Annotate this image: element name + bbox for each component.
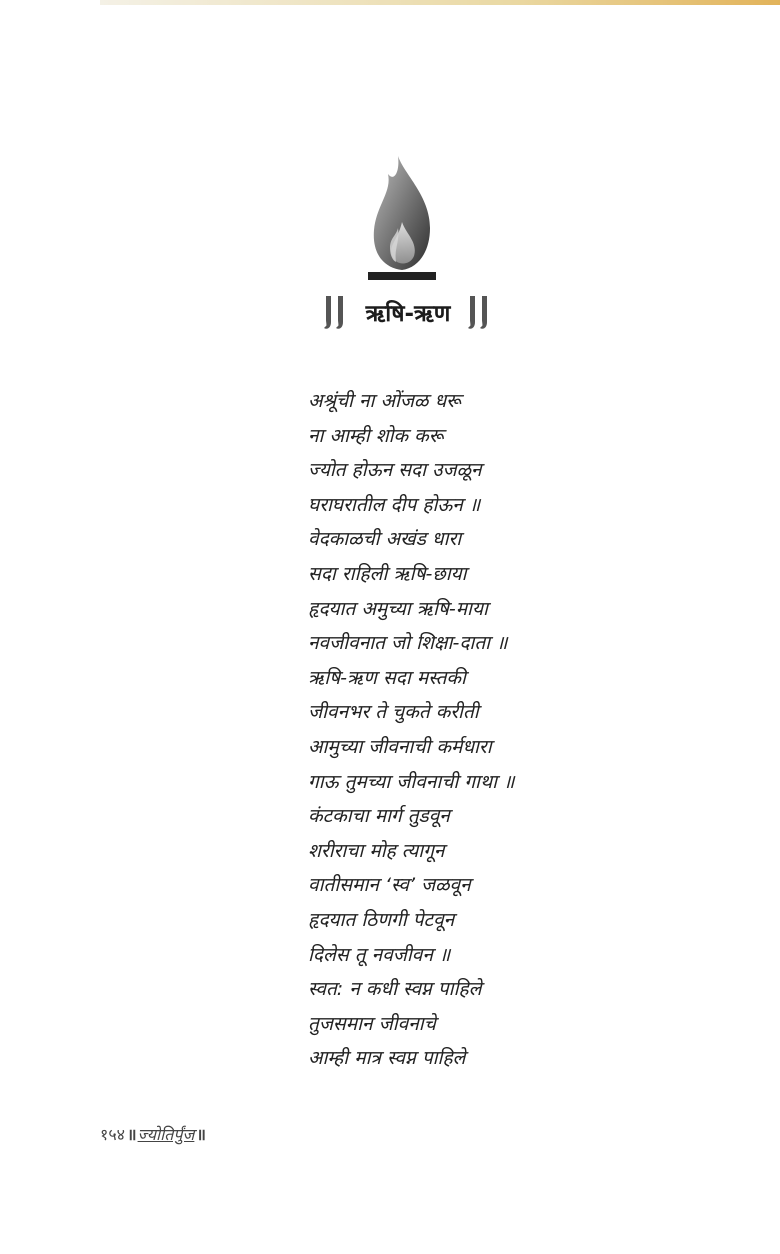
page-number: १५४: [100, 1125, 125, 1144]
flame-lamp-icon: [368, 152, 436, 284]
poem-line: गाऊ तुमच्या जीवनाची गाथा ॥: [308, 770, 515, 793]
poem-line: सदा राहिली ऋषि-छाया: [308, 562, 467, 585]
poem-line: अश्रूंची ना ओंजळ धरू: [308, 390, 461, 412]
poem-line: तुजसमान जीवनाचे: [308, 1012, 436, 1035]
poem-line: कंटकाचा मार्ग तुडवून: [308, 805, 450, 828]
footer-mark: ॥: [126, 1125, 136, 1144]
poem-line: घराघरातील दीप होऊन ॥: [308, 493, 481, 516]
poem-line: वेदकाळची अखंड धारा: [308, 528, 462, 551]
poem-line: दिलेस तू नवजीवन ॥: [308, 943, 451, 966]
title-row: [308, 288, 508, 336]
double-bar-ornament-icon: [320, 292, 352, 332]
poem-line: नवजीवनात जो शिक्षा-दाता ॥: [308, 632, 508, 655]
poem-line: हृदयात अमुच्या ऋषि-माया: [308, 597, 488, 620]
poem-line: जीवनभर ते चुकते करीती: [308, 701, 479, 724]
footer-mark: ॥: [196, 1125, 205, 1144]
double-bar-ornament-icon: [464, 292, 496, 332]
poem-line: ना आम्ही शोक करू: [308, 424, 444, 447]
poem-line: आम्ही मात्र स्वप्न पाहिले: [308, 1047, 466, 1070]
poem-line: ऋषि-ऋण सदा मस्तकी: [308, 666, 466, 689]
poem-body: [308, 384, 768, 1076]
poem-line: शरीराचा मोह त्यागून: [308, 839, 445, 862]
poem-line: वातीसमान ‘स्व’ जळवून: [308, 874, 471, 897]
page-footer: [100, 1120, 205, 1148]
poem-line: स्वत: न कधी स्वप्न पाहिले: [308, 978, 482, 1001]
book-title: ज्योतिर्पुंज: [137, 1125, 195, 1144]
poem-line: ज्योत होऊन सदा उजळून: [308, 459, 482, 482]
poem-title: ऋषि-ऋण: [365, 301, 451, 327]
page-top-edge: [100, 0, 780, 5]
poem-line: हृदयात ठिणगी पेटवून: [308, 908, 455, 931]
poem-line: आमुच्या जीवनाची कर्मधारा: [308, 735, 492, 758]
